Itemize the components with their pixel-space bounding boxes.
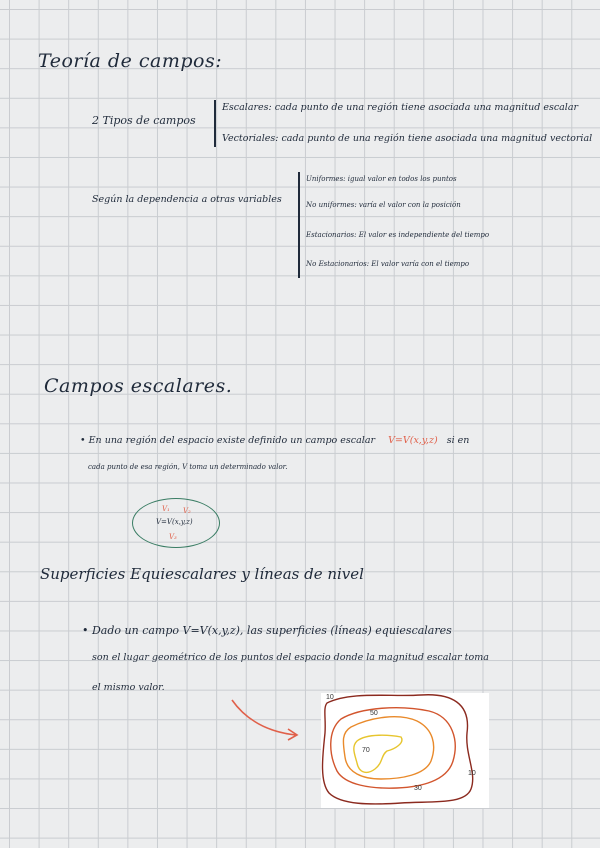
contour-30 <box>331 708 455 788</box>
formula: V=V(x,y,z) <box>388 435 438 446</box>
escalar-line-1 <box>80 435 469 446</box>
diagram-v2: V₂ <box>183 507 191 515</box>
brace-divider <box>214 100 216 147</box>
contour-50 <box>343 717 433 779</box>
tipo-escalares: Escalares: cada punto de una región tiene asociada una magnitud escalar <box>222 102 579 113</box>
escalar-line-2: cada punto de esa región, V toma un determinado valor. <box>88 463 288 471</box>
escalar-line-1-text: • En una región del espacio existe definido un campo escalar <box>80 435 376 446</box>
dep-no-uniformes: No uniformes: varía el valor con la posición <box>306 201 461 209</box>
tipo-vectoriales: Vectoriales: cada punto de una región tiene asociada una magnitud vectorial <box>222 133 593 144</box>
section-title-campos-escalares: Campos escalares. <box>44 375 233 397</box>
section-title-superficies: Superficies Equiescalares y líneas de nivel <box>40 565 364 583</box>
contour-label-70: 70 <box>362 747 370 754</box>
superficies-line-3: el mismo valor. <box>92 682 165 693</box>
tipos-intro: 2 Tipos de campos <box>92 114 196 127</box>
page-title: Teoría de campos: <box>38 50 223 72</box>
dep-uniformes: Uniformes: igual valor en todos los puntos <box>306 175 457 183</box>
arrow-icon <box>228 696 302 742</box>
superficies-line-1: • Dado un campo V=V(x,y,z), las superficies (líneas) equiescalares <box>82 624 452 637</box>
escalar-line-1-end: si en <box>446 435 470 446</box>
brace-divider <box>298 172 300 278</box>
dependencia-intro: Según la dependencia a otras variables <box>92 194 282 205</box>
diagram-v3: V₃ <box>169 533 177 541</box>
diagram-v1: V₁ <box>162 505 170 513</box>
contour-label-30: 30 <box>414 785 422 792</box>
contour-map <box>321 693 489 808</box>
dep-estacionarios: Estacionarios: El valor es independiente del tiempo <box>306 231 490 239</box>
diagram-center: V=V(x,y,z) <box>156 518 193 526</box>
level-lines-image <box>321 693 489 808</box>
dep-no-estacionarios: No Estacionarios: El valor varía con el tiempo <box>306 260 470 268</box>
contour-label-50: 50 <box>370 710 378 717</box>
superficies-line-2: son el lugar geométrico de los puntos del espacio donde la magnitud escalar toma <box>92 652 489 663</box>
contour-label-outer-top: 10 <box>326 694 334 701</box>
contour-label-outer-right: 10 <box>468 770 476 777</box>
